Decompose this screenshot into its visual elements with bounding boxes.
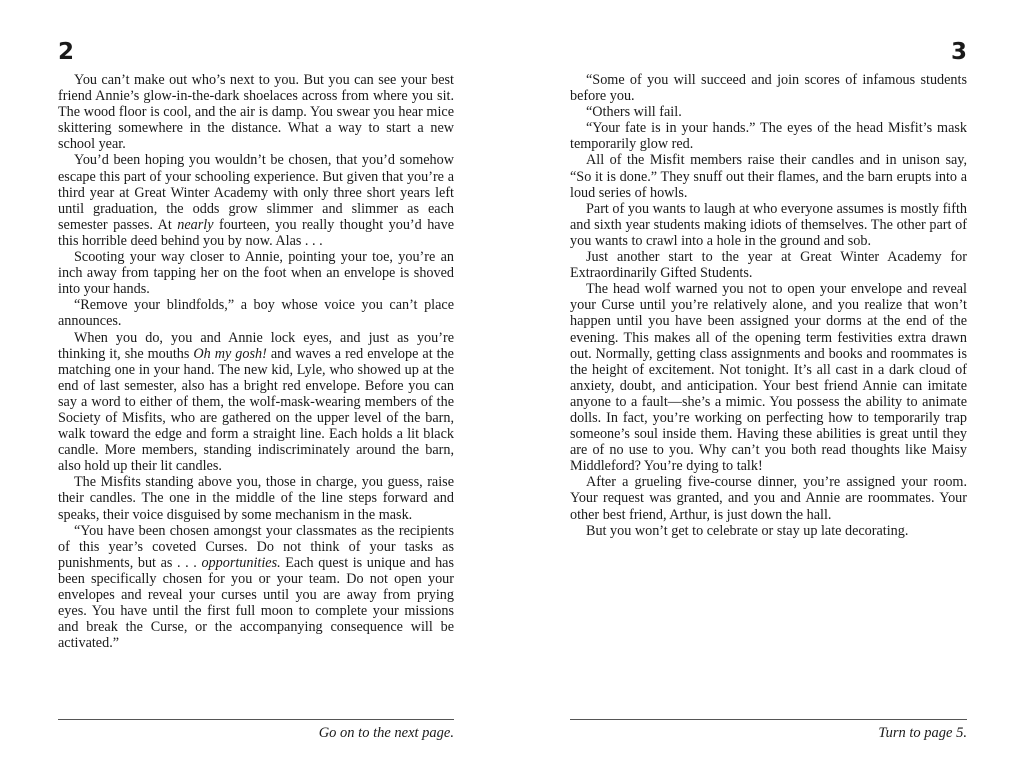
paragraph-text: All of the Misfit members raise their candles and in unison say, “So it is done.” They snuff out their flames, and the barn erupts into a loud series of howls.: [570, 152, 967, 201]
paragraph-text: Scooting your way closer to Annie, pointing your toe, you’re an inch away from tapping her on the foot when an envelope is shoved into your hands.: [58, 249, 454, 298]
paragraph: [58, 523, 454, 652]
paragraph: [570, 249, 967, 281]
paragraph-text: The Misfits standing above you, those in charge, you guess, raise their candles. The one in the middle of the line steps forward and speaks, their voice disguised by some mechanism in the mask.: [58, 474, 454, 523]
italic-text: opportunities.: [201, 554, 281, 571]
paragraph: [58, 72, 454, 152]
paragraph-text: “Your fate is in your hands.” The eyes of the head Misfit’s mask temporarily glow red.: [570, 120, 967, 153]
page-body-text: [58, 72, 454, 651]
paragraph: [58, 249, 454, 297]
paragraph-text: Each quest is unique and has been specifically chosen for you or your team. Do not open your envelopes and reveal your curses until you are away from prying eyes. You have until the first full moon to complete your missions and break the Curse, or the accompanying consequence will be activated.”: [58, 554, 454, 652]
paragraph-text: After a grueling five-course dinner, you’re assigned your room. Your request was granted, and you and Annie are roommates. Your other best friend, Arthur, is just down the hall.: [570, 474, 967, 523]
paragraph-text: You can’t make out who’s next to you. But you can see your best friend Annie’s glow-in-the-dark shoelaces across from where you sit. The wood floor is cool, and the air is damp. You swear you hear mice skittering somewhere in the distance. What a way to start a new school year.: [58, 72, 454, 153]
paragraph-text: Part of you wants to laugh at who everyone assumes is mostly fifth and sixth year students making idiots of themselves. The other part of you wants to crawl into a hole in the ground and sob.: [570, 200, 967, 249]
paragraph-text: When you do, you and Annie lock eyes, and just as you’re thinking it, she mouths: [58, 329, 454, 362]
paragraph: [570, 72, 967, 104]
paragraph-text: “Remove your blindfolds,” a boy whose voice you can’t place announces.: [58, 297, 454, 330]
right-page: [570, 0, 967, 768]
footer-divider: [58, 719, 454, 720]
page-number: 2: [58, 39, 75, 65]
paragraph: [570, 474, 967, 522]
paragraph-text: fourteen, you really thought you’d have this horrible deed behind you by now. Alas . . .: [58, 216, 454, 249]
paragraph-text: But you won’t get to celebrate or stay up late decorating.: [586, 522, 909, 539]
paragraph: [570, 104, 967, 120]
paragraph-text: “You have been chosen amongst your classmates as the recipients of this year’s coveted Curses. Do not think of your tasks as punishments, but as . . .: [58, 522, 454, 571]
paragraph: [570, 281, 967, 474]
paragraph-text: You’d been hoping you wouldn’t be chosen, that you’d somehow escape this part of your schooling experience. But given that you’re a third year at Great Winter Academy with only three short years left until graduation, the odds grow slimmer and slimmer as each semester passes. At: [58, 152, 454, 233]
paragraph-text: Just another start to the year at Great Winter Academy for Extraordinarily Gifted Students.: [570, 249, 967, 282]
paragraph: [58, 474, 454, 522]
paragraph: [58, 152, 454, 249]
paragraph: [570, 120, 967, 152]
paragraph: [570, 201, 967, 249]
left-page: [58, 0, 454, 768]
paragraph: [570, 152, 967, 200]
footer-divider: [570, 719, 967, 720]
page-number: 3: [950, 39, 967, 65]
paragraph-text: “Others will fail.: [586, 104, 682, 121]
italic-text: nearly: [177, 216, 214, 233]
paragraph: [58, 297, 454, 329]
italic-text: Oh my gosh!: [193, 345, 267, 362]
paragraph: [58, 330, 454, 475]
paragraph-text: The head wolf warned you not to open your envelope and reveal your Curse until you’re relatively alone, and you realize that won’t happen until you have been assigned your dorms at the end of the evening. This makes all of the opening term festivities extra drawn out. Normally, getting class assignments and books and roommates is the height of excitement. Not tonight. It’s all cast in a dark cloud of anxiety, doubt, and anticipation. Your best friend Annie can imitate anyone to a fault—she’s a mimic. You possess the ability to animate dolls. In fact, you’re working on perfecting how to temporarily trap someone’s soul inside them. Having these abilities is great until they are of no use to you. Why can’t you both read thoughts like Maisy Middleford? You’re dying to talk!: [570, 281, 967, 475]
page-footer-note: Turn to page 5.: [878, 725, 967, 741]
paragraph-text: “Some of you will succeed and join scores of infamous students before you.: [570, 72, 967, 105]
paragraph: [570, 523, 967, 539]
page-footer-note: Go on to the next page.: [318, 725, 454, 741]
paragraph-text: and waves a red envelope at the matching one in your hand. The new kid, Lyle, who showed up at the end of last semester, also has a bright red envelope. Before you can say a word to either of them, the wolf-mask-wearing members of the Society of Misfits, who are gathered on the upper level of the barn, walk toward the edge and form a straight line. Each holds a lit black candle. More members, standing indiscriminately around the barn, also hold up their lit candles.: [58, 345, 454, 475]
page-body-text: [570, 72, 967, 539]
